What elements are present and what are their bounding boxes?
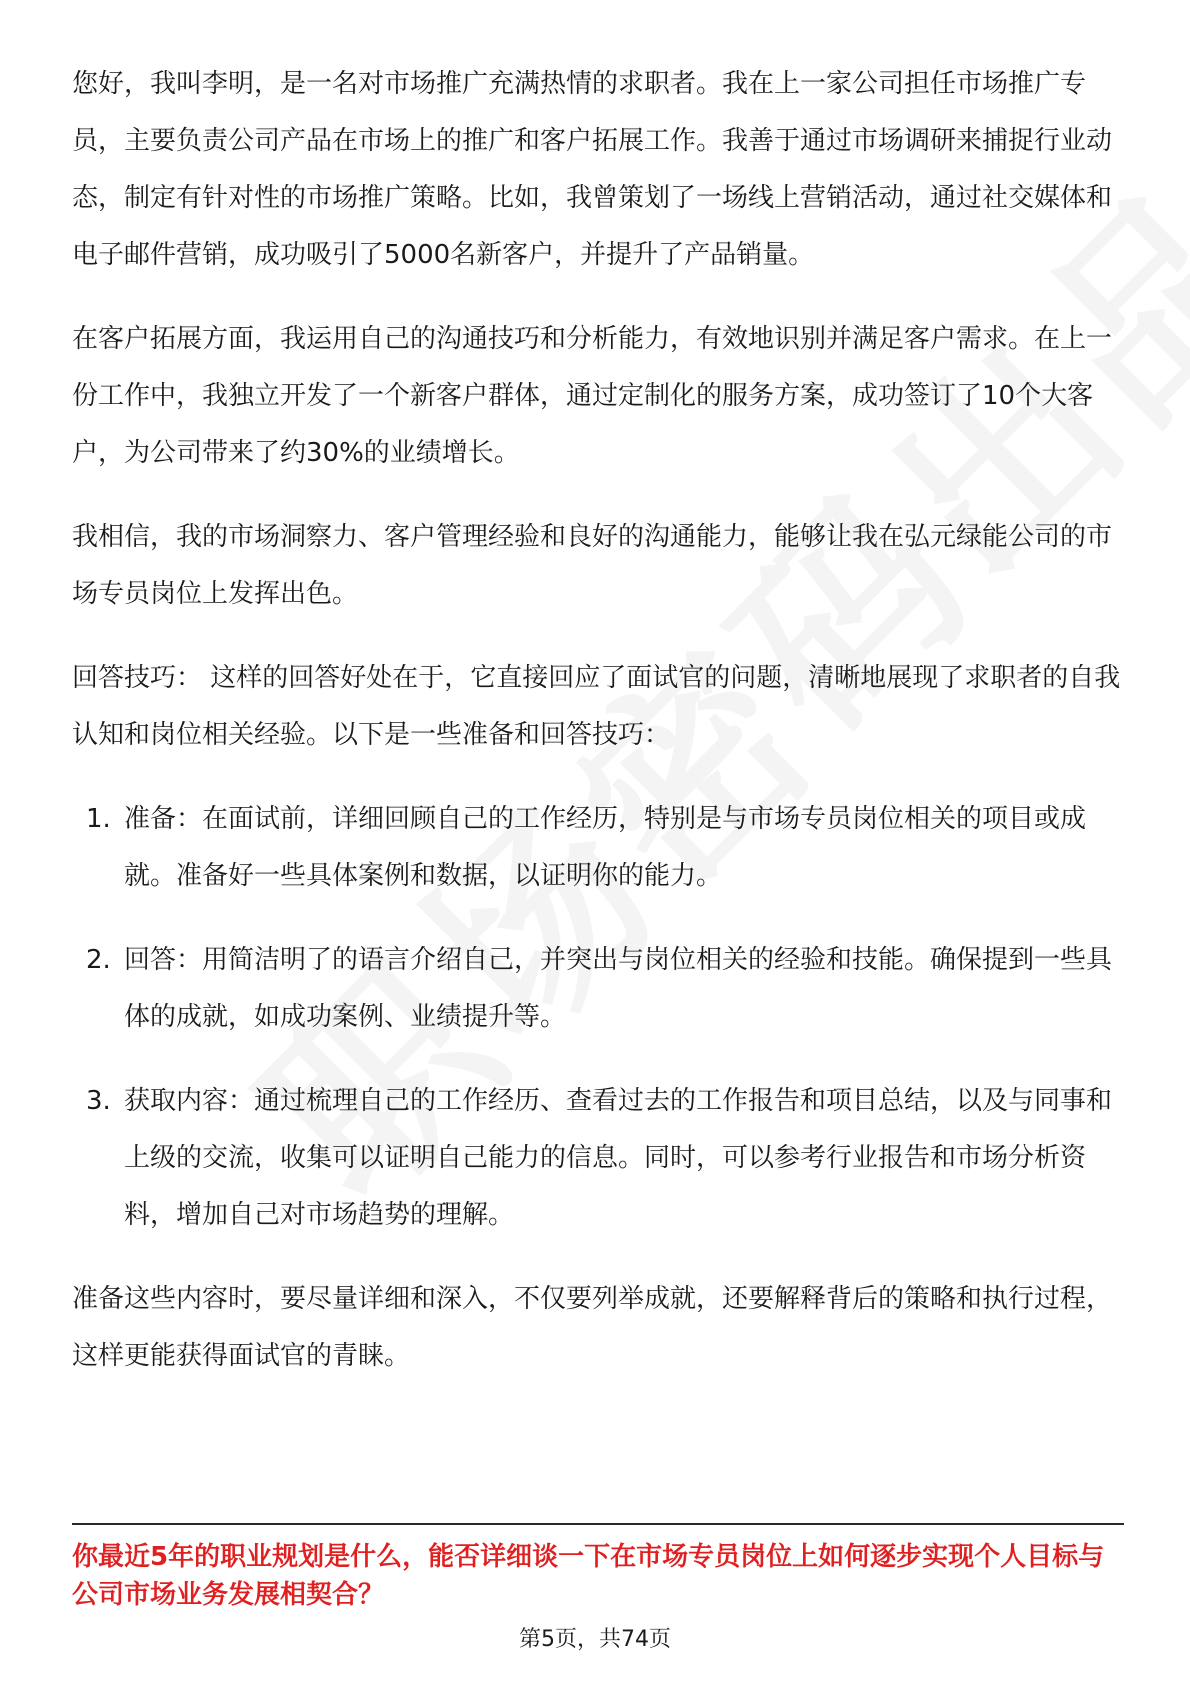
list-item xyxy=(72,932,1124,1046)
answer-paragraph: 您好，我叫李明，是一名对市场推广充满热情的求职者。我在上一家公司担任市场推广专员，主要负责公司产品在市场上的推广和客户拓展工作。我善于通过市场调研来捕捉行业动态，制定有针对性的市场推广策略。比如，我曾策划了一场线上营销活动，通过社交媒体和电子邮件营销，成功吸引了5000名新客户，并提升了产品销量。 xyxy=(72,69,1113,270)
list-item-text: 准备：在面试前，详细回顾自己的工作经历，特别是与市场专员岗位相关的项目或成就。准备好一些具体案例和数据，以证明你的能力。 xyxy=(124,804,1087,891)
answer-paragraph: 我相信，我的市场洞察力、客户管理经验和良好的沟通能力，能够让我在弘元绿能公司的市场专员岗位上发挥出色。 xyxy=(72,522,1113,609)
answer-paragraph: 在客户拓展方面，我运用自己的沟通技巧和分析能力，有效地识别并满足客户需求。在上一份工作中，我独立开发了一个新客户群体，通过定制化的服务方案，成功签订了10个大客户，为公司带来了约30%的业绩增长。 xyxy=(72,324,1113,468)
document-body xyxy=(72,56,1124,1385)
list-item xyxy=(72,791,1124,905)
tips-intro-paragraph: 回答技巧： 这样的回答好处在于，它直接回应了面试官的问题，清晰地展现了求职者的自我认知和岗位相关经验。以下是一些准备和回答技巧： xyxy=(72,663,1121,750)
list-number: 2. xyxy=(86,945,111,975)
closing-paragraph: 准备这些内容时，要尽量详细和深入，不仅要列举成就，还要解释背后的策略和执行过程，这样更能获得面试官的青睐。 xyxy=(72,1284,1113,1371)
list-number: 1. xyxy=(86,804,111,834)
next-question-heading: 你最近5年的职业规划是什么，能否详细谈一下在市场专员岗位上如何逐步实现个人目标与公司市场业务发展相契合？ xyxy=(72,1542,1105,1610)
list-item-text: 回答：用简洁明了的语言介绍自己，并突出与岗位相关的经验和技能。确保提到一些具体的成就，如成功案例、业绩提升等。 xyxy=(124,945,1113,1032)
tips-list xyxy=(72,791,1124,1244)
list-number: 3. xyxy=(86,1086,111,1116)
list-item xyxy=(72,1073,1124,1244)
list-item-text: 获取内容：通过梳理自己的工作经历、查看过去的工作报告和项目总结，以及与同事和上级的交流，收集可以证明自己能力的信息。同时，可以参考行业报告和市场分析资料，增加自己对市场趋势的理解。 xyxy=(124,1086,1113,1230)
page-number: 第5页，共74页 xyxy=(519,1627,671,1652)
section-divider xyxy=(72,1523,1124,1525)
